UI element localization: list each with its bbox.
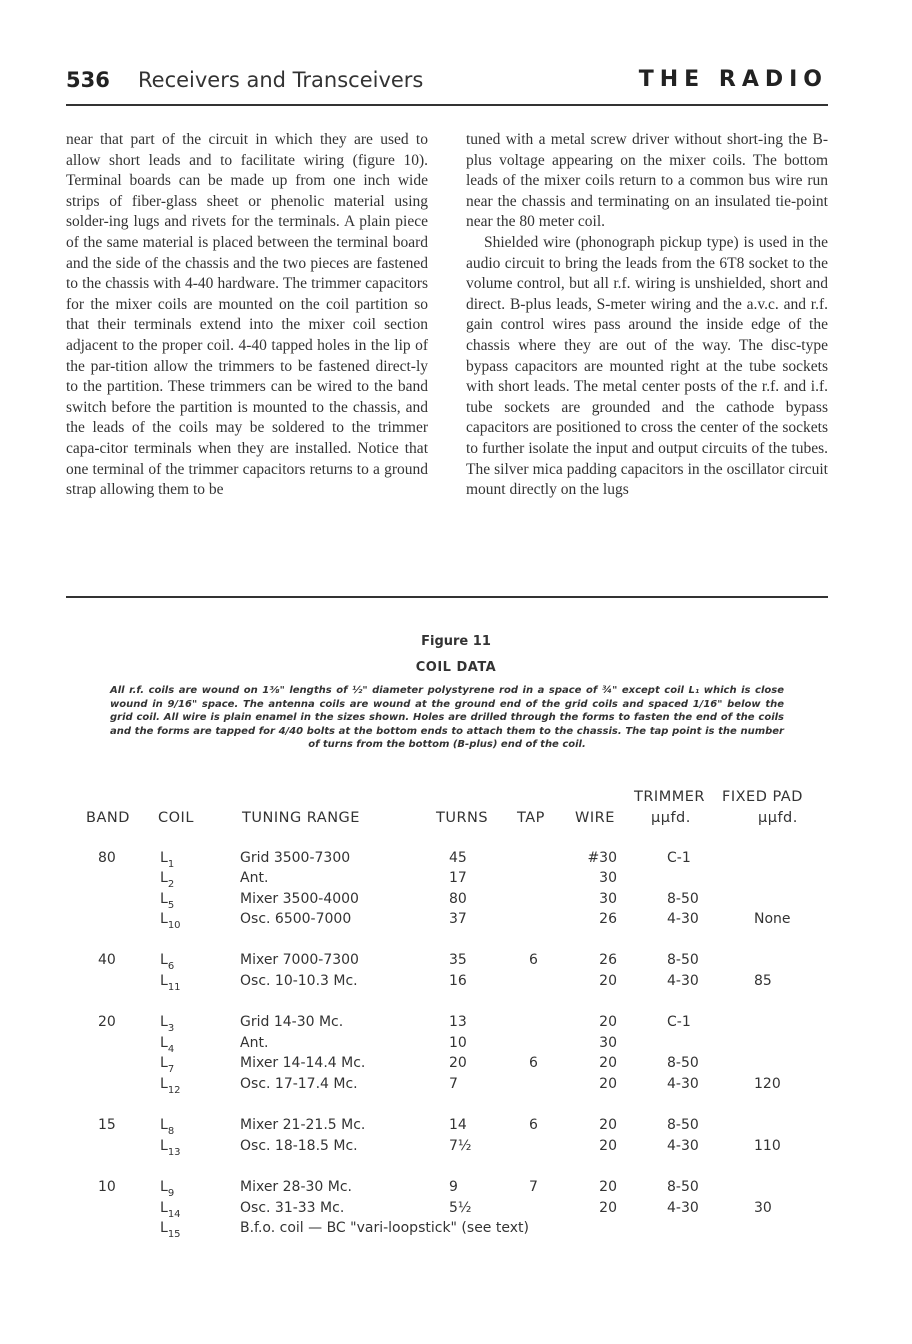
cell-trimmer: C-1 bbox=[667, 1014, 691, 1030]
cell-tuning-range: Osc. 18-18.5 Mc. bbox=[240, 1138, 358, 1154]
cell-wire: 30 bbox=[599, 870, 617, 886]
figure-title: COIL DATA bbox=[415, 660, 497, 675]
header-band: BAND bbox=[86, 810, 130, 826]
cell-band: 40 bbox=[98, 952, 116, 968]
cell-tap: 6 bbox=[529, 952, 538, 968]
cell-coil: $L_6$ bbox=[160, 952, 175, 972]
cell-band: 80 bbox=[98, 850, 116, 866]
cell-fixed-pad: None bbox=[754, 911, 791, 927]
cell-turns: 80 bbox=[449, 891, 467, 907]
cell-turns: 5½ bbox=[449, 1200, 472, 1216]
cell-wire: 26 bbox=[599, 911, 617, 927]
page-header bbox=[66, 64, 828, 106]
cell-tuning-range: Osc. 31-33 Mc. bbox=[240, 1200, 345, 1216]
cell-tuning-range: Mixer 14-14.4 Mc. bbox=[240, 1055, 366, 1071]
right-column bbox=[466, 130, 828, 501]
header-pad-unit: μμfd. bbox=[758, 810, 798, 826]
section-title: Receivers and Transceivers bbox=[138, 68, 424, 92]
cell-coil: $L_{14}$ bbox=[160, 1200, 181, 1220]
header-trimmer-unit: μμfd. bbox=[651, 810, 691, 826]
cell-fixed-pad: 85 bbox=[754, 973, 772, 989]
book-title: THE RADIO bbox=[638, 67, 828, 92]
cell-tap: 6 bbox=[529, 1117, 538, 1133]
cell-turns: 37 bbox=[449, 911, 467, 927]
cell-coil: $L_4$ bbox=[160, 1035, 175, 1055]
cell-wire: #30 bbox=[587, 850, 617, 866]
cell-trimmer: 8-50 bbox=[667, 1055, 699, 1071]
cell-fixed-pad: 120 bbox=[754, 1076, 781, 1092]
cell-coil: $L_3$ bbox=[160, 1014, 175, 1034]
cell-wire: 20 bbox=[599, 1055, 617, 1071]
cell-wire: 20 bbox=[599, 1138, 617, 1154]
cell-trimmer: 8-50 bbox=[667, 952, 699, 968]
cell-wire: 30 bbox=[599, 1035, 617, 1051]
cell-wire: 26 bbox=[599, 952, 617, 968]
cell-coil: $L_{12}$ bbox=[160, 1076, 181, 1096]
right-paragraph-2: Shielded wire (phonograph pickup type) is used in the audio circuit to bring the leads from the 6T8 socket to the volume control, but all r.f. wiring is unshielded, short and direct. B-plus leads, S-meter wiring and the a.v.c. and r.f. gain control wires pass around the inside edge of the chassis where they are out of the way. The disc-type bypass capacitors are mounted right at the tube sockets with short leads. The metal center posts of the r.f. and i.f. tube sockets are grounded and the cathode bypass capacitors are positioned to cross the center of the sockets to further isolate the input and output circuits of the tubes. The silver mica padding capacitors in the oscillator circuit mount directly on the lugs bbox=[466, 233, 828, 499]
cell-wire: 20 bbox=[599, 1200, 617, 1216]
cell-coil: $L_1$ bbox=[160, 850, 175, 870]
cell-tuning-range: Osc. 17-17.4 Mc. bbox=[240, 1076, 358, 1092]
cell-turns: 45 bbox=[449, 850, 467, 866]
header-turns: TURNS bbox=[436, 810, 489, 826]
cell-coil: $L_9$ bbox=[160, 1179, 175, 1199]
cell-tap: 6 bbox=[529, 1055, 538, 1071]
cell-wire: 20 bbox=[599, 973, 617, 989]
cell-turns: 13 bbox=[449, 1014, 467, 1030]
right-paragraph-1: tuned with a metal screw driver without short-ing the B-plus voltage appearing on the mixer coils. The bottom leads of the mixer coils return to a common bus wire run near the chassis and terminating on an insulated tie-point near the 80 meter coil. bbox=[466, 131, 828, 231]
cell-tuning-range: Mixer 3500-4000 bbox=[240, 891, 359, 907]
cell-band: 20 bbox=[98, 1014, 116, 1030]
cell-tuning-range: Ant. bbox=[240, 870, 269, 886]
header-trimmer: TRIMMER bbox=[634, 789, 705, 805]
cell-turns: 9 bbox=[449, 1179, 458, 1195]
cell-wire: 20 bbox=[599, 1117, 617, 1133]
figure-caption: All r.f. coils are wound on 1⅜" lengths of ½" diameter polystyrene rod in a space of ¾" except coil L₁ which is close wound in 9/16" space. The antenna coils are wound at the ground end of the grid coils and spaced 1/16" below the grid coil. All wire is plain enamel in the sizes shown. Holes are drilled through the forms to fasten the end of the coils and the forms are tapped for 4/40 bolts at the bottom ends to attach them to the chassis. The tap point is the number of turns from the bottom (B-plus) end of the coil. bbox=[110, 685, 784, 751]
cell-trimmer: 8-50 bbox=[667, 1179, 699, 1195]
cell-tuning-range: Mixer 28-30 Mc. bbox=[240, 1179, 352, 1195]
cell-turns: 16 bbox=[449, 973, 467, 989]
header-tap: TAP bbox=[517, 810, 545, 826]
cell-wire: 20 bbox=[599, 1076, 617, 1092]
cell-coil: $L_2$ bbox=[160, 870, 175, 890]
cell-trimmer: 4-30 bbox=[667, 1138, 699, 1154]
cell-tuning-range: Grid 14-30 Mc. bbox=[240, 1014, 344, 1030]
cell-coil: $L_7$ bbox=[160, 1055, 175, 1075]
cell-tuning-range: B.f.o. coil — BC "vari-loopstick" (see text) bbox=[240, 1220, 529, 1236]
cell-coil: $L_{10}$ bbox=[160, 911, 181, 931]
header-wire: WIRE bbox=[575, 810, 615, 826]
cell-coil: $L_{11}$ bbox=[160, 973, 181, 993]
figure-number: Figure 11 bbox=[421, 634, 491, 649]
cell-trimmer: 4-30 bbox=[667, 973, 699, 989]
cell-turns: 35 bbox=[449, 952, 467, 968]
left-column bbox=[66, 130, 428, 501]
section-divider bbox=[66, 596, 828, 598]
cell-turns: 7½ bbox=[449, 1138, 472, 1154]
cell-trimmer: 8-50 bbox=[667, 1117, 699, 1133]
cell-turns: 14 bbox=[449, 1117, 467, 1133]
cell-trimmer: 4-30 bbox=[667, 911, 699, 927]
cell-coil: $L_{15}$ bbox=[160, 1220, 181, 1240]
cell-trimmer: C-1 bbox=[667, 850, 691, 866]
cell-tuning-range: Ant. bbox=[240, 1035, 269, 1051]
cell-tuning-range: Osc. 10-10.3 Mc. bbox=[240, 973, 358, 989]
cell-wire: 30 bbox=[599, 891, 617, 907]
cell-tuning-range: Grid 3500-7300 bbox=[240, 850, 351, 866]
left-paragraph: near that part of the circuit in which they are used to allow short leads and to facilitate wiring (figure 10). Terminal boards can be made up from one inch wide strips of fiber-glass sheet or phenolic material using solder-ing lugs and rivets for the terminals. A plain piece of the same material is placed between the terminal board and the side of the chassis and the two pieces are fastened to the chassis with 4-40 hardware. The trimmer capacitors for the mixer coils are mounted on the coil partition so that their terminals extend into the mixer coil section adjacent to the proper coil. 4-40 tapped holes in the lip of the par-tition allow the trimmers to be fastened direct-ly to the partition. These trimmers can be wired to the band switch before the partition is mounted to the chassis, and the leads of the coils may be soldered to the trimmer capa-citor terminals when they are installed. Notice that one terminal of the trimmer capacitors returns to a ground strap allowing them to be bbox=[66, 131, 428, 499]
cell-trimmer: 4-30 bbox=[667, 1076, 699, 1092]
cell-turns: 10 bbox=[449, 1035, 467, 1051]
cell-coil: $L_5$ bbox=[160, 891, 175, 911]
cell-turns: 20 bbox=[449, 1055, 467, 1071]
cell-coil: $L_{13}$ bbox=[160, 1138, 181, 1158]
cell-trimmer: 8-50 bbox=[667, 891, 699, 907]
header-coil: COIL bbox=[158, 810, 194, 826]
cell-wire: 20 bbox=[599, 1179, 617, 1195]
cell-fixed-pad: 110 bbox=[754, 1138, 781, 1154]
cell-tap: 7 bbox=[529, 1179, 538, 1195]
page-number: 536 bbox=[66, 68, 110, 92]
cell-band: 10 bbox=[98, 1179, 116, 1195]
header-tuning-range: TUNING RANGE bbox=[242, 810, 360, 826]
cell-turns: 17 bbox=[449, 870, 467, 886]
cell-tuning-range: Mixer 7000-7300 bbox=[240, 952, 359, 968]
cell-trimmer: 4-30 bbox=[667, 1200, 699, 1216]
cell-tuning-range: Mixer 21-21.5 Mc. bbox=[240, 1117, 366, 1133]
cell-turns: 7 bbox=[449, 1076, 458, 1092]
cell-tuning-range: Osc. 6500-7000 bbox=[240, 911, 352, 927]
cell-band: 15 bbox=[98, 1117, 116, 1133]
cell-wire: 20 bbox=[599, 1014, 617, 1030]
cell-coil: $L_8$ bbox=[160, 1117, 175, 1137]
header-fixed-pad: FIXED PAD bbox=[722, 789, 803, 805]
cell-fixed-pad: 30 bbox=[754, 1200, 772, 1216]
